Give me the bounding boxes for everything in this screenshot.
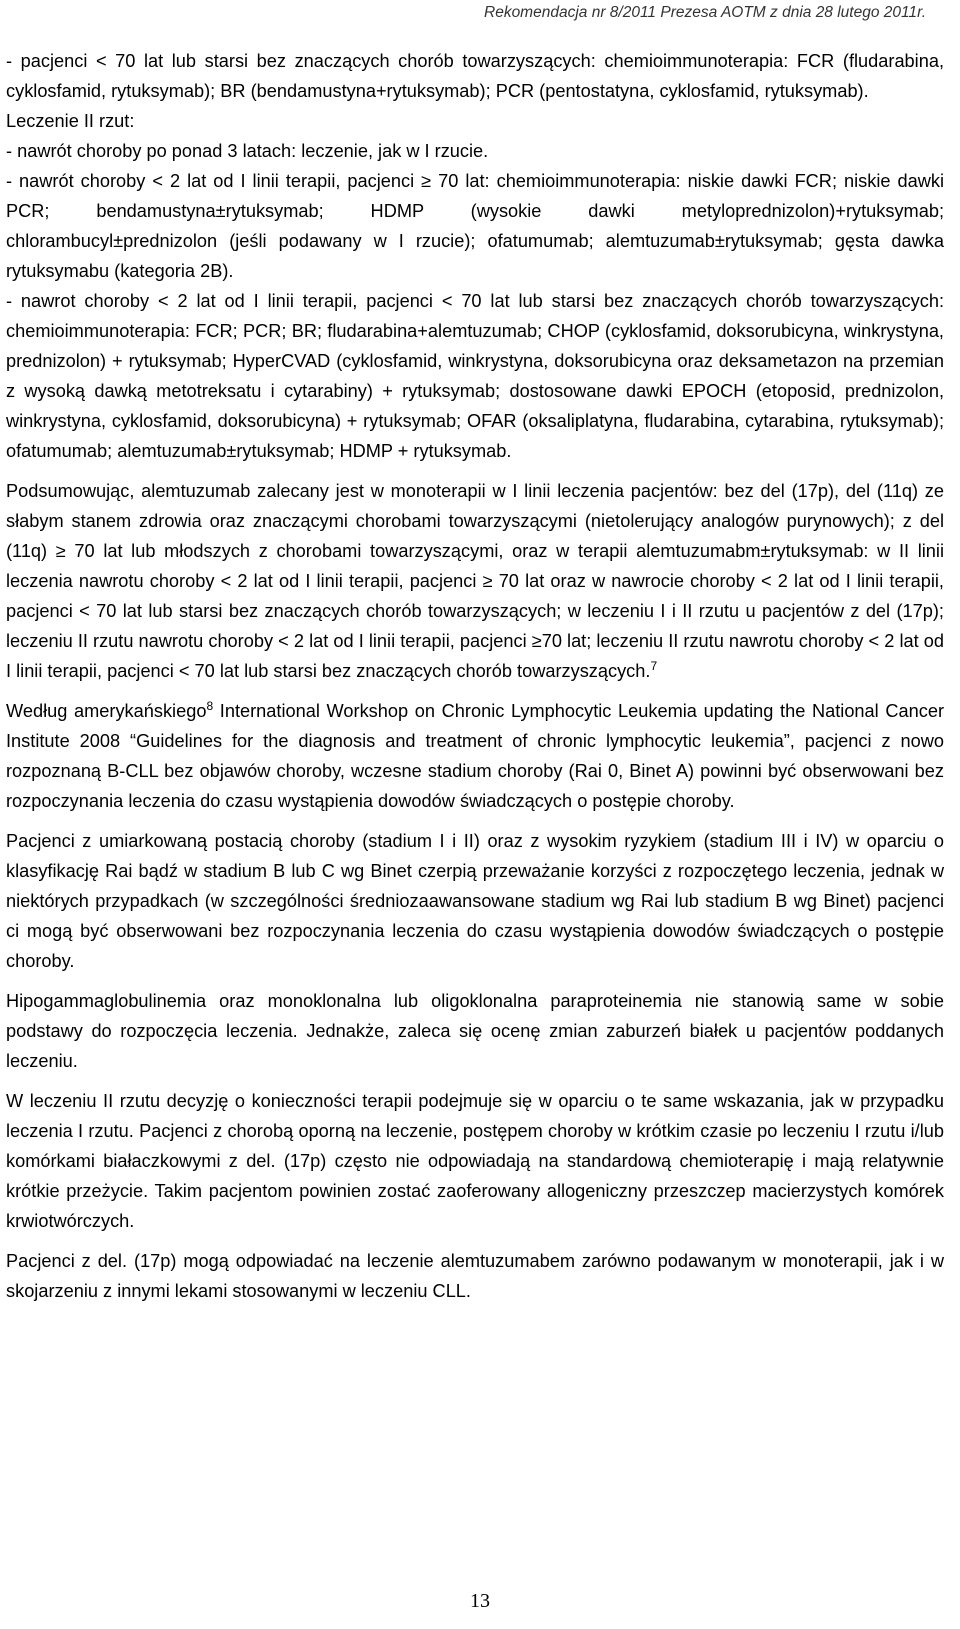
list-item-first-line-under-70: - pacjenci < 70 lat lub starsi bez znaczących chorób towarzyszących: chemioimmunoterapia: FCR (fludarabina, cyklosfamid, rytuksymab); BR (bendamustyna+rytuksymab); PCR (pentostatyna, cyklosfamid, rytuksymab). [6, 51, 944, 101]
heading-second-line-treatment: Leczenie II rzut: [6, 111, 135, 131]
paragraph-iwcll-text-before: Według amerykańskiego [6, 701, 207, 721]
document-body [6, 46, 944, 1306]
page-number: 13 [470, 1590, 490, 1612]
paragraph-second-line: W leczeniu II rzutu decyzję o konieczności terapii podejmuje się w oparciu o te same wskazania, jak w przypadku leczenia I rzutu. Pacjenci z chorobą oporną na leczenie, postępem choroby w krótkim czasie po leczeniu I rzutu i/lub komórkami białaczkowymi z del. (17p) często nie odpowiadają na standardową chemioterapię i mają relatywnie krótkie przeżycie. Takim pacjentom powinien zostać zaoferowany allogeniczny przeszczep macierzystych komórek krwiotwórczych. [6, 1091, 944, 1231]
paragraph-iwcll [6, 696, 944, 816]
footnote-marker: 8 [206, 698, 214, 713]
list-item-relapse-under-70: - nawrot choroby < 2 lat od I linii terapii, pacjenci < 70 lat lub starsi bez znaczących chorób towarzyszących: chemioimmunoterapia: FCR; PCR; BR; fludarabina+alemtuzumab; CHOP (cyklosfamid, doksorubicyna, winkrystyna, prednizolon) + rytuksymab; HyperCVAD (cyklosfamid, winkrystyna, doksorubicyna oraz deksametazon na przemian z wysoką dawką metotreksatu i cytarabiny) + rytuksymab; dostosowane dawki EPOCH (etoposid, prednizolon, winkrystyna, cyklosfamid, doksorubicyna) + rytuksymab; OFAR (oksaliplatyna, fludarabina, cytarabina, rytuksymab); ofatumumab; alemtuzumab±rytuksymab; HDMP + rytuksymab. [6, 291, 944, 461]
paragraph-del17p: Pacjenci z del. (17p) mogą odpowiadać na leczenie alemtuzumabem zarówno podawanym w monoterapii, jak i w skojarzeniu z innymi lekami stosowanymi w leczeniu CLL. [6, 1251, 944, 1301]
paragraph-moderate-disease: Pacjenci z umiarkowaną postacią choroby (stadium I i II) oraz z wysokim ryzykiem (stadium III i IV) w oparciu o klasyfikację Rai bądź w stadium B lub C wg Binet czerpią przeważanie korzyści z rozpoczętego leczenia, jednak w niektórych przypadkach (w szczególności średniozaawansowane stadium wg Rai lub stadium B wg Binet) pacjenci ci mogą być obserwowani bez rozpoczynania leczenia do czasu wystąpienia dowodów świadczących o postępie choroby. [6, 831, 944, 971]
page-header: Rekomendacja nr 8/2011 Prezesa AOTM z dnia 28 lutego 2011r. [484, 4, 926, 21]
paragraph-summary-text: Podsumowując, alemtuzumab zalecany jest w monoterapii w I linii leczenia pacjentów: bez del (17p), del (11q) ze słabym stanem zdrowia oraz znaczącymi chorobami towarzyszącymi (nietolerujący analogów purynowych); z del (11q) ≥ 70 lat lub młodszych z chorobami towarzyszącymi, oraz w terapii alemtuzumabm±rytuksymab: w II linii leczenia nawrotu choroby < 2 lat od I linii terapii, pacjenci ≥ 70 lat oraz w nawrocie choroby < 2 lat od I linii terapii, pacjenci < 70 lat lub starsi bez znaczących chorób towarzyszących; w leczeniu I i II rzutu u pacjentów z del (17p); leczeniu II rzutu nawrotu choroby < 2 lat od I linii terapii, pacjenci ≥70 lat; leczeniu II rzutu nawrotu choroby < 2 lat od I linii terapii, pacjenci < 70 lat lub starsi bez znaczących chorób towarzyszących. [6, 481, 944, 681]
paragraph-hypogammaglobulinemia: Hipogammaglobulinemia oraz monoklonalna lub oligoklonalna paraproteinemia nie stanowią same w sobie podstawy do rozpoczęcia leczenia. Jednakże, zaleca się ocenę zmian zaburzeń białek u pacjentów poddanych leczeniu. [6, 991, 944, 1071]
treatment-list [6, 46, 944, 466]
list-item-relapse-over-70: - nawrót choroby < 2 lat od I linii terapii, pacjenci ≥ 70 lat: chemioimmunoterapia: niskie dawki FCR; niskie dawki PCR; bendamustyna±rytuksymab; HDMP (wysokie dawki metyloprednizolon)+rytuksymab; chlorambucyl±prednizolon (jeśli podawany w I rzucie); ofatumumab; alemtuzumab±rytuksymab; gęsta dawka rytuksymabu (kategoria 2B). [6, 171, 944, 281]
paragraph-summary [6, 476, 944, 686]
footnote-marker: 7 [650, 658, 658, 673]
list-item-relapse-over-3-years: - nawrót choroby po ponad 3 latach: leczenie, jak w I rzucie. [6, 141, 489, 161]
paragraph-iwcll-text-after: International Workshop on Chronic Lymphocytic Leukemia updating the National Cancer Institute 2008 “Guidelines for the diagnosis and treatment of chronic lymphocytic leukemia”, pacjenci z nowo rozpoznaną B-CLL bez objawów choroby, wczesne stadium choroby (Rai 0, Binet A) powinni być obserwowani bez rozpoczynania leczenia do czasu wystąpienia dowodów świadczących o postępie choroby. [6, 701, 944, 811]
